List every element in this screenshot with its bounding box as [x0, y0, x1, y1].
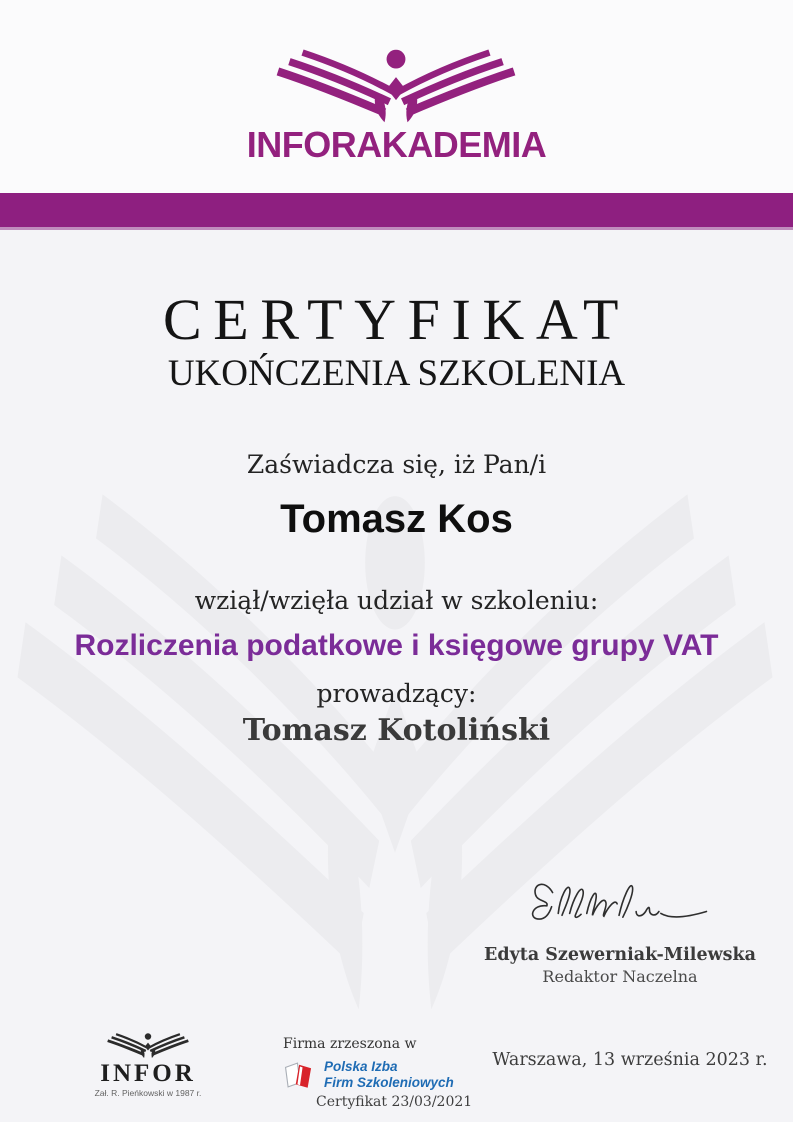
pifs-org-line2: Firm Szkoleniowych	[324, 1074, 454, 1090]
brand-wordmark: INFORAKADEMIA	[246, 124, 547, 165]
participation-text: wziął/wzięła udział w szkoleniu:	[194, 586, 599, 615]
infor-logo-text: INFOR	[100, 1060, 196, 1087]
trainer-label: prowadzący:	[316, 679, 477, 708]
statement-text: Zaświadcza się, iż Pan/i	[246, 450, 547, 479]
signatory-role: Redaktor Naczelna	[542, 967, 698, 986]
signature-image	[505, 864, 735, 940]
membership-block	[283, 1036, 503, 1110]
pifs-org-line1: Polska Izba	[324, 1059, 398, 1074]
certificate-title: CERTYFIKAT	[163, 287, 630, 352]
membership-label: Firma zrzeszona w	[283, 1036, 417, 1052]
infor-logo	[86, 1032, 210, 1098]
certificate-subtitle: UKOŃCZENIA SZKOLENIA	[167, 353, 626, 394]
signature-block	[470, 864, 770, 986]
place-and-date: Warszawa, 13 września 2023 r.	[492, 1050, 768, 1070]
pifs-org-name	[324, 1059, 454, 1090]
pifs-book-icon	[283, 1060, 317, 1090]
trainer-name: Tomasz Kotoliński	[242, 713, 551, 748]
membership-cert-note: Certyfikat 23/03/2021	[316, 1094, 473, 1111]
recipient-name: Tomasz Kos	[280, 497, 513, 541]
course-title: Rozliczenia podatkowe i księgowe grupy VAT	[74, 629, 719, 662]
signatory-name: Edyta Szewerniak-Milewska	[484, 945, 756, 965]
membership-logo-row	[283, 1059, 503, 1090]
infor-tagline: Zał. R. Pieńkowski w 1987 r.	[94, 1088, 202, 1099]
infor-wings-icon	[96, 1032, 200, 1060]
